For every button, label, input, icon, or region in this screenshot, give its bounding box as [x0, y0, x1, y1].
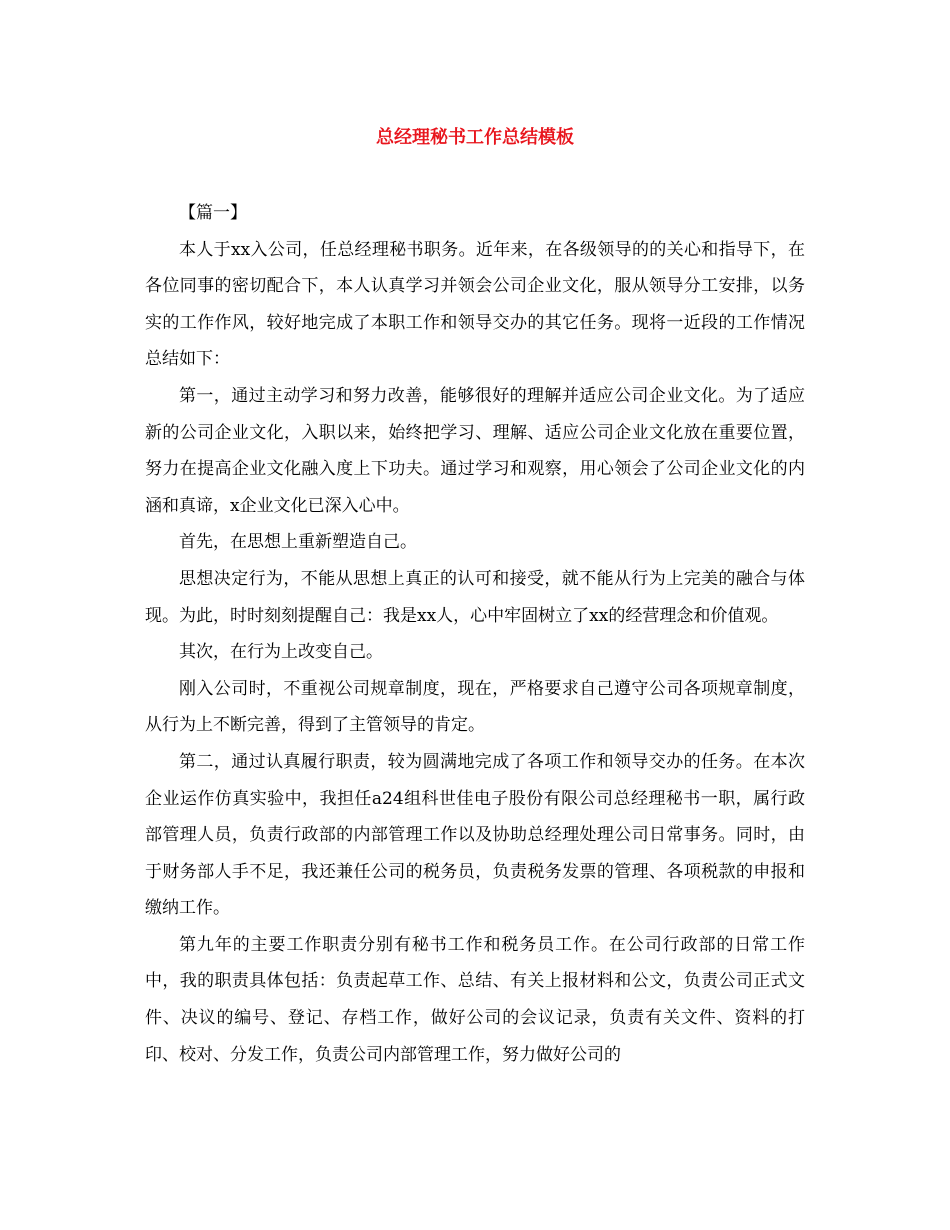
section-heading: 【篇一】: [179, 203, 247, 223]
paragraph: 第一，通过主动学习和努力改善，能够很好的理解并适应公司企业文化。为了适应新的公司企业文化，入职以来，始终把学习、理解、适应公司企业文化放在重要位置，努力在提高企业文化融入度上下功夫。通过学习和观察，用心领会了公司企业文化的内涵和真谛，x企业文化已深入心中。: [145, 385, 805, 516]
paragraph: 其次，在行为上改变自己。: [179, 642, 383, 663]
paragraph: 刚入公司时，不重视公司规章制度，现在，严格要求自己遵守公司各项规章制度，从行为上不断完善，得到了主管领导的肯定。: [145, 678, 805, 736]
paragraph: 本人于xx入公司，任总经理秘书职务。近年来，在各级领导的的关心和指导下，在各位同事的密切配合下，本人认真学习并领会公司企业文化，服从领导分工安排，以务实的工作作风，较好地完成了本职工作和领导交办的其它任务。现将一近段的工作情况总结如下：: [145, 239, 805, 370]
document-title: 总经理秘书工作总结模板: [376, 127, 574, 148]
paragraph: 首先，在思想上重新塑造自己。: [179, 532, 417, 553]
document-body: [145, 195, 805, 1073]
paragraph: 第九年的主要工作职责分别有秘书工作和税务员工作。在公司行政部的日常工作中，我的职责具体包括：负责起草工作、总结、有关上报材料和公文，负责公司正式文件、决议的编号、登记、存档工作，做好公司的会议记录，负责有关文件、资料的打印、校对、分发工作，负责公司内部管理工作，努力做好公司的: [145, 934, 805, 1065]
paragraph: 第二，通过认真履行职责，较为圆满地完成了各项工作和领导交办的任务。在本次企业运作仿真实验中，我担任a24组科世佳电子股份有限公司总经理秘书一职，属行政部管理人员，负责行政部的内部管理工作以及协助总经理处理公司日常事务。同时，由于财务部人手不足，我还兼任公司的税务员，负责税务发票的管理、各项税款的申报和缴纳工作。: [145, 751, 805, 919]
paragraph: 思想决定行为，不能从思想上真正的认可和接受，就不能从行为上完美的融合与体现。为此，时时刻刻提醒自己：我是xx人，心中牢固树立了xx的经营理念和价值观。: [145, 568, 805, 626]
